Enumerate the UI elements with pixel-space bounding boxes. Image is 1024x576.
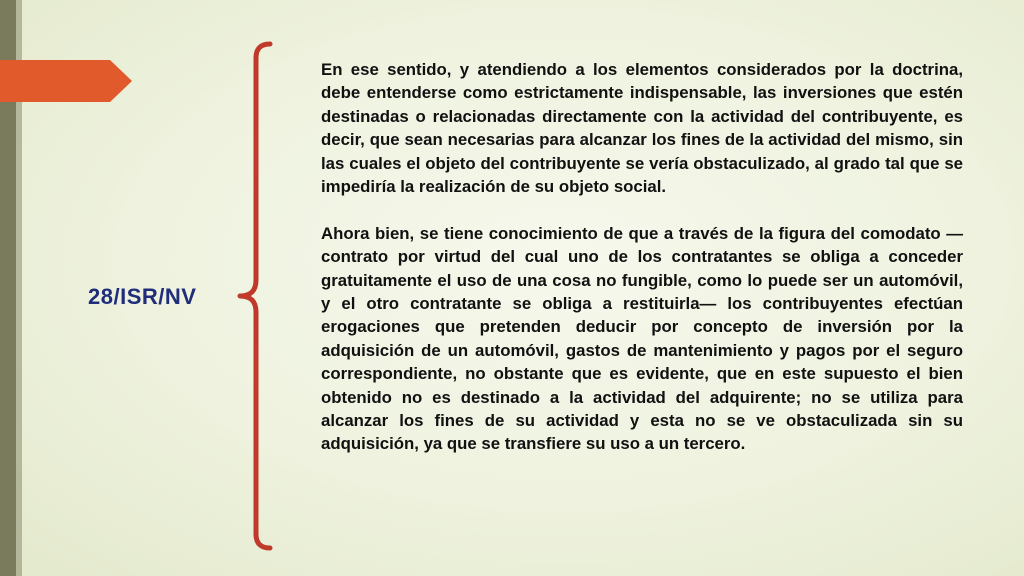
paragraph-2: Ahora bien, se tiene conocimiento de que a través de la figura del comodato —contrato por virtud del cual uno de los contratantes se obliga a conceder gratuitamente el uso de una cosa no fungible, como lo puede ser un automóvil, y el otro contratante se obliga a restituirla— los contribuyentes efectúan erogaciones que pretenden deducir por concepto de inversión por la adquisición de un automóvil, gastos de mantenimiento y pagos por el seguro correspondiente, no obstante que es evidente, que en este supuesto el bien obtenido no es destinado a la actividad del adquirente; no se utiliza para alcanzar los fines de su actividad y esta no se ve obstaculizada sin su adquisición, ya que se transfiere su uso a un tercero. [321,223,963,454]
paragraph-1: En ese sentido, y atendiendo a los elementos considerados por la doctrina, debe entenderse como estrictamente indispensable, las inversiones que estén destinadas o relacionadas directamente con la actividad del contribuyente, es decir, que sean necesarias para alcanzar los fines de la actividad del mismo, sin las cuales el objeto del contribuyente se vería obstaculizado, al grado tal que se impediría la realización de su objeto social. [321,60,963,197]
body-text [321,58,963,456]
slide-label: 28/ISR/NV [88,284,197,309]
orange-arrow-decoration [0,60,132,102]
